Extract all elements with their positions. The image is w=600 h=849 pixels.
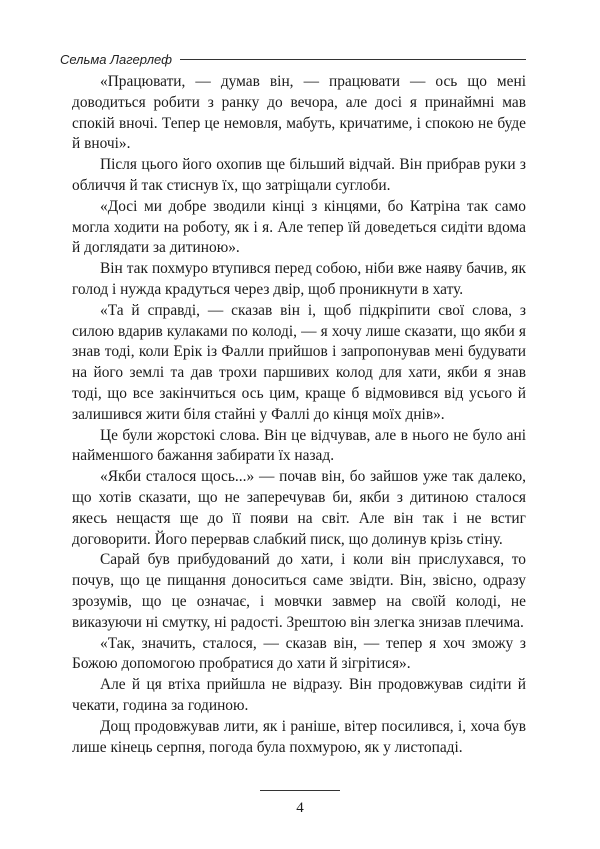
footer-rule — [260, 790, 340, 791]
paragraph: Сарай був прибудований до хати, і коли він прислухався, то почув, що це пищання доноситься саме звідти. Він, звісно, одразу зрозумів, що це означає, і мовчки завмер на своїй колоді, не виказуючи ні смутку, ні радості. Зрештою він злегка знизав плечима. — [72, 551, 526, 631]
paragraph: Він так похмуро втупився перед собою, ніби вже наяву бачив, як голод і нужда крадуться через двір, щоб проникнути в хату. — [72, 260, 526, 298]
running-header — [60, 50, 526, 68]
paragraph: Але й ця втіха прийшла не відразу. Він продовжував сидіти й чекати, година за годиною. — [72, 676, 526, 714]
paragraph: Дощ продовжував лити, як і раніше, вітер посилився, і, хоча був лише кінець серпня, погода була похмурою, як у листопаді. — [72, 717, 526, 756]
paragraph: «Та й справді, — сказав він і, щоб підкріпити свої слова, з силою вдарив кулаками по колоді, — я хочу лише сказати, що якби я знав тоді, коли Ерік із Фалли прийшов і запропонував мені будувати на його землі та дав трохи паршивих колод для хати, якби я знав тоді, що все закінчиться ось цим, краще б відмовився від усього й залишився жити біля стайні у Фаллі до кінця моїх днів». — [72, 301, 526, 423]
paragraph: Після цього його охопив ще більший відчай. Він прибрав руки з обличчя й так стиснув їх, що затріщали суглоби. — [72, 156, 526, 194]
header-author: Сельма Лагерлеф — [60, 51, 172, 67]
paragraph: «Якби сталося щось...» — почав він, бо зайшов уже так далеко, що хотів сказати, що не заперечував би, якби з дитиною сталося якесь нещастя ще до її появи на світ. Але він так і не встиг договорити. Його перервав слабкий писк, що долинув крізь стіну. — [72, 468, 526, 548]
paragraph: «Досі ми добре зводили кінці з кінцями, бо Катріна так само могла ходити на роботу, як і я. Але тепер їй доведеться сидіти вдома й доглядати за дитиною». — [72, 197, 526, 257]
page-number: 4 — [296, 800, 304, 816]
paragraph: «Працювати, — думав він, — працювати — ось що мені доводиться робити з ранку до вечора, але досі я принаймні мав спокій вночі. Тепер це немовля, мабуть, кричатиме, і спокою не буде й вночі». — [72, 73, 526, 153]
paragraph: «Так, значить, сталося, — сказав він, — тепер я хоч зможу з Божою допомогою пробратися до хати й зігрітися». — [72, 634, 526, 673]
header-rule — [180, 59, 526, 60]
text-body — [72, 72, 526, 758]
paragraph: Це були жорстокі слова. Він це відчував, але в нього не було ані найменшого бажання забирати їх назад. — [72, 426, 526, 465]
